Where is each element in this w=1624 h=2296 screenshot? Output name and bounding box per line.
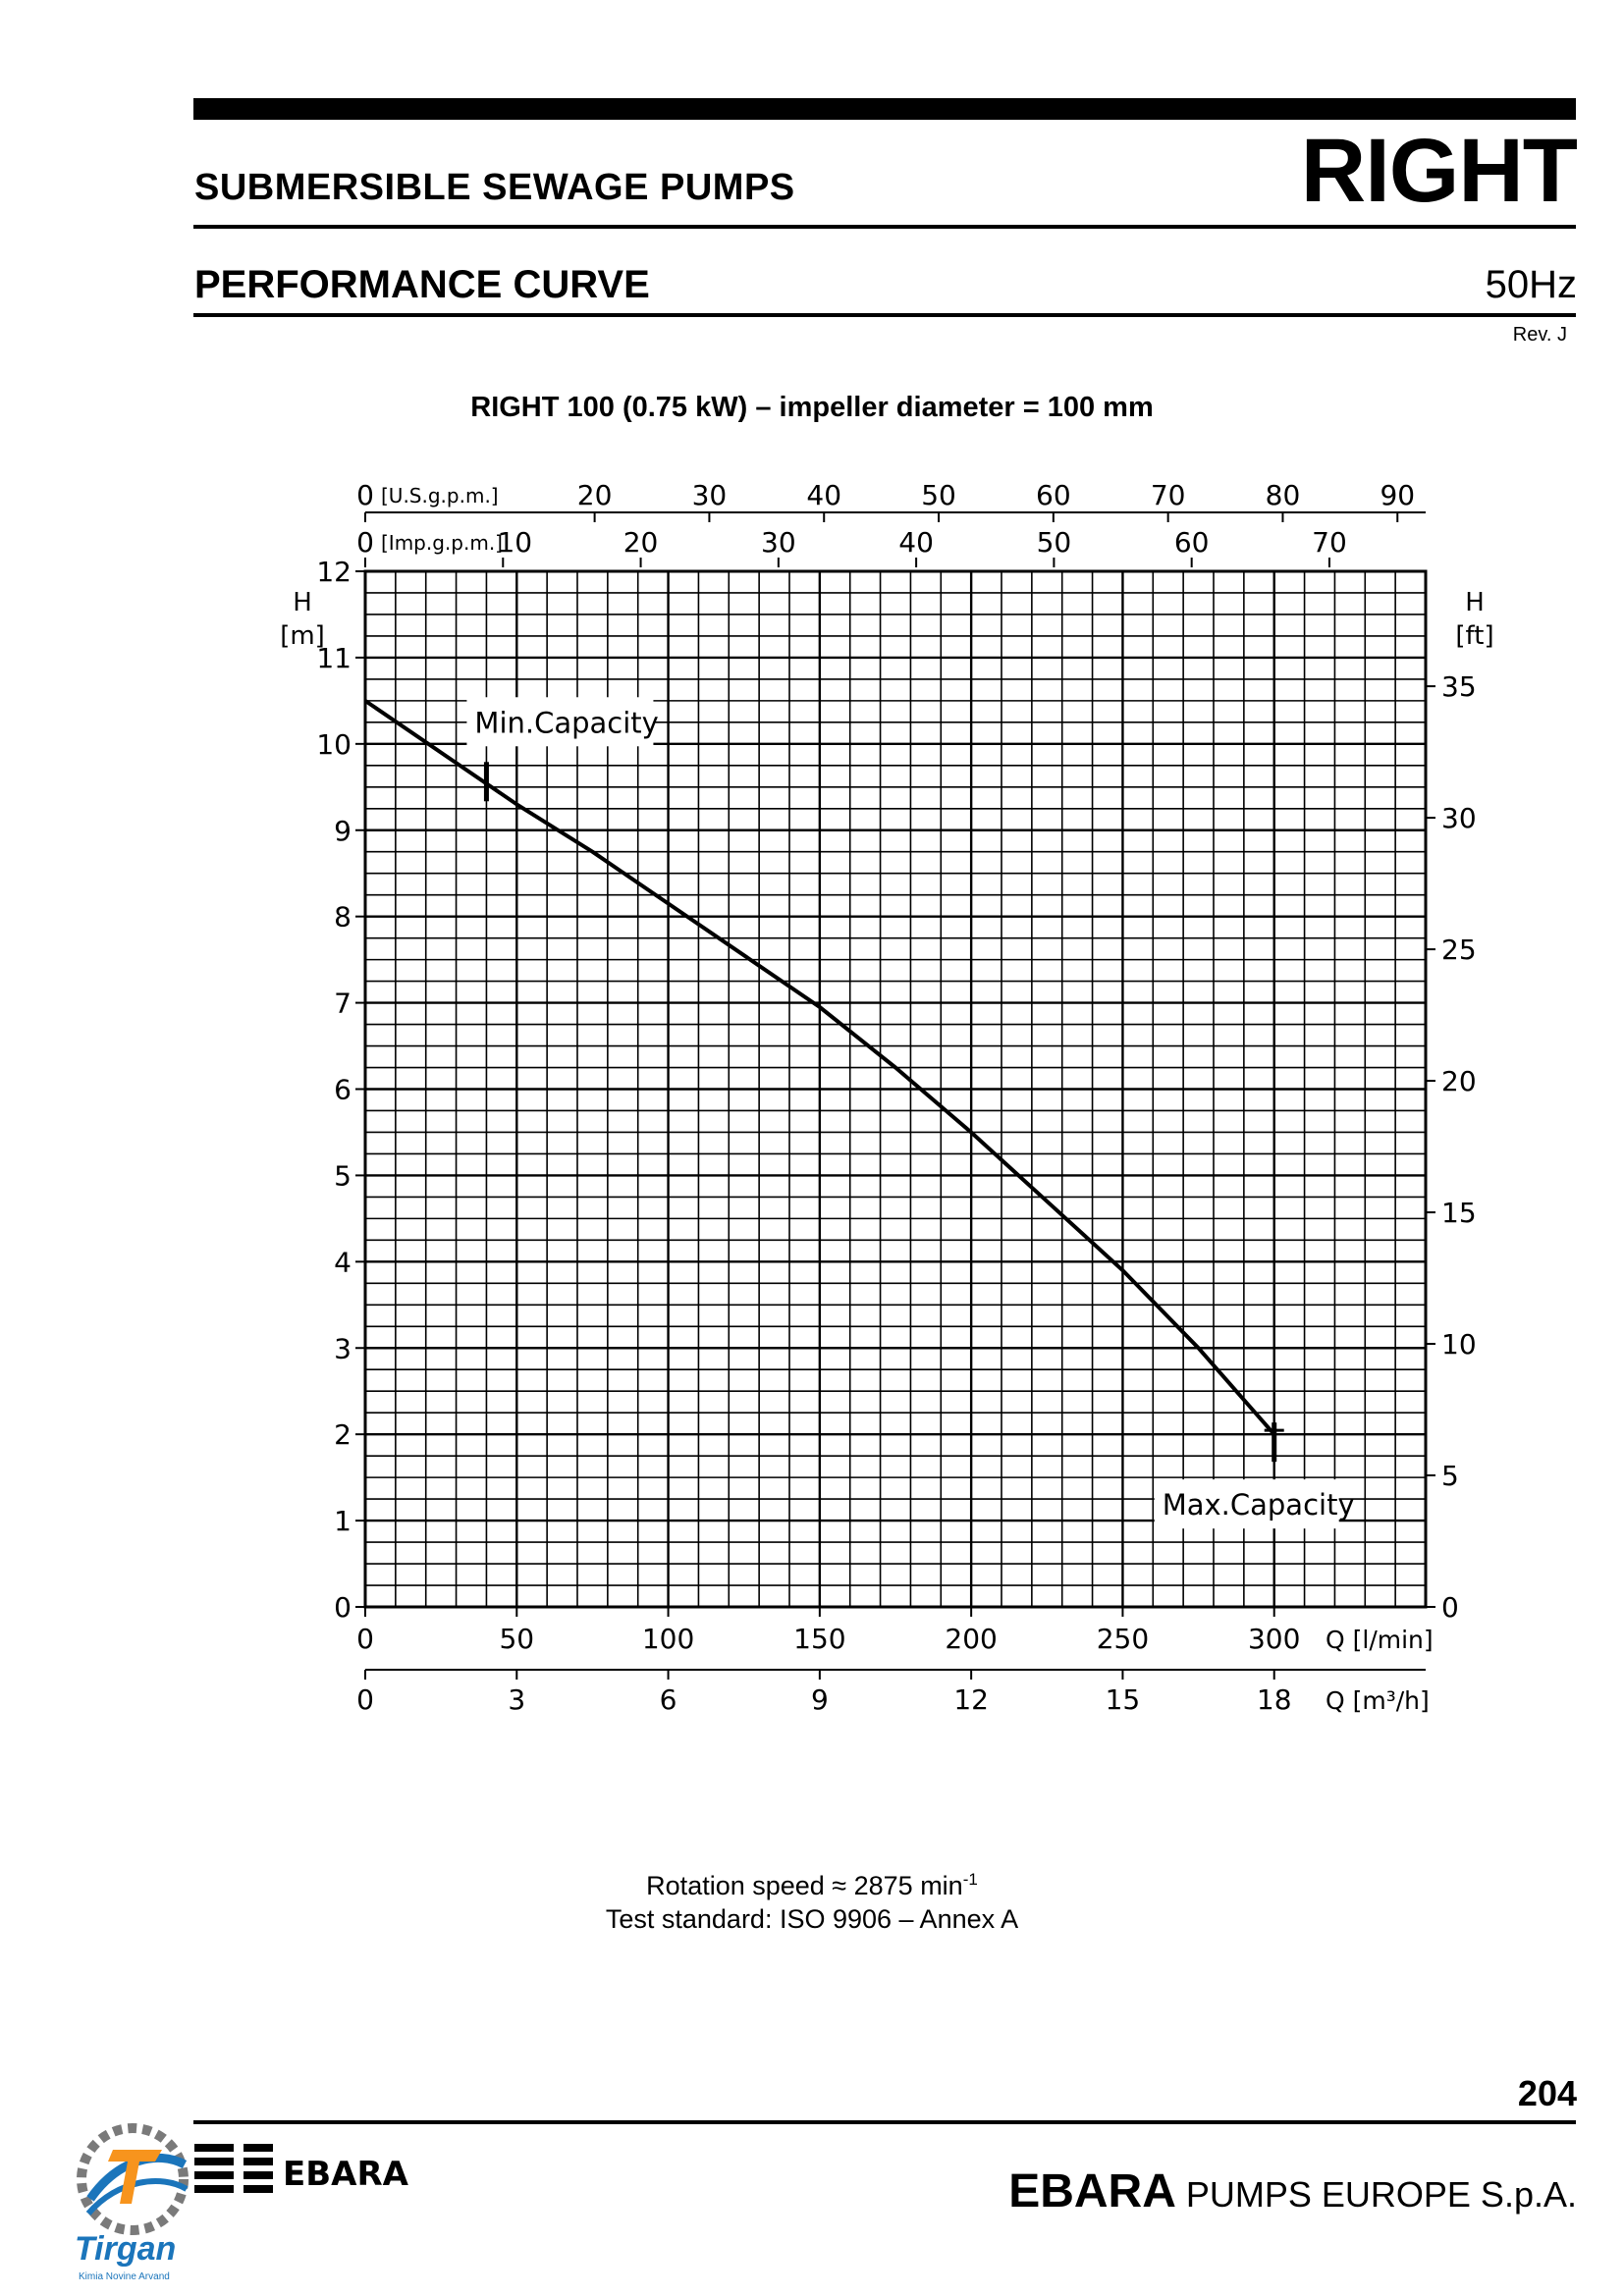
x-tick-label-m3h: 6 bbox=[659, 1683, 677, 1716]
ebara-logo-text: EBARA bbox=[283, 2155, 408, 2194]
y-tick-label-m: 5 bbox=[334, 1159, 352, 1193]
y-tick-label-m: 3 bbox=[334, 1332, 352, 1365]
revision-label: Rev. J bbox=[1512, 324, 1567, 346]
chart-axes bbox=[280, 479, 1493, 1716]
y-axis-unit-left: [m] bbox=[280, 621, 325, 651]
company-name: EBARA PUMPS EUROPE S.p.A. bbox=[1008, 2165, 1577, 2217]
x-tick-label-m3h: 0 bbox=[356, 1683, 374, 1716]
y-tick-label-ft: 35 bbox=[1441, 670, 1477, 704]
y-tick-label-ft: 30 bbox=[1441, 802, 1477, 835]
x-tick-label-m3h: 15 bbox=[1105, 1683, 1141, 1716]
y-tick-label-m: 4 bbox=[334, 1246, 352, 1279]
y-axis-label-right: H bbox=[1465, 588, 1485, 617]
top-tick-label-usgpm: 20 bbox=[576, 479, 613, 511]
x-tick-label-lmin: 250 bbox=[1096, 1623, 1150, 1655]
top-tick-label-usgpm: 60 bbox=[1036, 479, 1071, 511]
x-tick-label-lmin: 100 bbox=[641, 1623, 695, 1655]
top-tick-label-impgpm: 60 bbox=[1173, 526, 1210, 559]
y-tick-label-m: 6 bbox=[334, 1073, 352, 1106]
y-tick-label-ft: 5 bbox=[1441, 1460, 1459, 1493]
y-axis-label-left: H bbox=[293, 588, 312, 617]
y-tick-label-m: 10 bbox=[316, 727, 352, 761]
series-title: SUBMERSIBLE SEWAGE PUMPS bbox=[194, 167, 795, 208]
top-tick-label-usgpm: 40 bbox=[806, 479, 842, 511]
footer-rule bbox=[193, 2120, 1576, 2124]
x-tick-label-m3h: 9 bbox=[810, 1683, 829, 1716]
top-tick-label-usgpm: 50 bbox=[921, 479, 956, 511]
y-tick-label-m: 12 bbox=[316, 556, 352, 588]
y-tick-label-m: 8 bbox=[334, 900, 352, 934]
rotation-speed: Rotation speed ≈ 2875 $\min^{-1}$ bbox=[646, 1870, 978, 1900]
x-axis-label-m3h: Q [m³/h] bbox=[1326, 1686, 1430, 1715]
frequency-label: 50Hz bbox=[1485, 263, 1577, 306]
x-tick-label-m3h: 12 bbox=[953, 1683, 989, 1716]
top-tick-label-usgpm: 70 bbox=[1150, 479, 1186, 511]
test-standard: Test standard: ISO 9906 – Annex A bbox=[605, 1904, 1019, 1934]
top-tick-label-impgpm: 10 bbox=[497, 526, 533, 559]
y-tick-label-m: 1 bbox=[334, 1505, 352, 1538]
x-tick-label-lmin: 300 bbox=[1247, 1623, 1301, 1655]
ebara-logo bbox=[194, 2138, 420, 2197]
y-tick-label-ft: 10 bbox=[1441, 1328, 1477, 1362]
chart-title: RIGHT 100 (0.75 kW) – impeller diameter = 100 mm bbox=[470, 392, 1154, 423]
x-tick-label-lmin: 0 bbox=[356, 1623, 374, 1655]
top-axis-label-usgpm: [U.S.g.p.m.] bbox=[381, 484, 499, 507]
tirgan-logo-text: Tirgan bbox=[75, 2230, 177, 2268]
x-axis-label-lmin: Q [l/min] bbox=[1326, 1626, 1434, 1654]
top-tick-label-usgpm: 30 bbox=[691, 479, 728, 511]
y-tick-label-ft: 20 bbox=[1441, 1065, 1477, 1098]
x-tick-label-lmin: 200 bbox=[945, 1623, 998, 1655]
model-name: RIGHT bbox=[1300, 121, 1577, 221]
x-tick-label-m3h: 18 bbox=[1256, 1683, 1292, 1716]
top-tick-label-impgpm: 40 bbox=[898, 526, 934, 559]
page-number: 204 bbox=[1517, 2073, 1577, 2113]
y-tick-label-m: 9 bbox=[334, 814, 352, 847]
top-tick-label-usgpm: 90 bbox=[1380, 479, 1416, 511]
top-tick-label-impgpm: 70 bbox=[1312, 526, 1347, 559]
y-tick-label-m: 2 bbox=[334, 1418, 352, 1452]
top-tick-label-impgpm: 50 bbox=[1036, 526, 1072, 559]
top-tick-label-impgpm: 20 bbox=[623, 526, 659, 559]
tirgan-tagline: Kimia Novine Arvand bbox=[79, 2271, 170, 2282]
y-tick-label-ft: 25 bbox=[1441, 934, 1477, 967]
top-tick-label-usgpm: 80 bbox=[1265, 479, 1301, 511]
x-tick-label-m3h: 3 bbox=[508, 1683, 526, 1716]
tirgan-logo bbox=[69, 2110, 196, 2287]
top-tick-label-impgpm: 30 bbox=[761, 526, 796, 559]
section-title: PERFORMANCE CURVE bbox=[194, 263, 650, 306]
y-tick-label-ft: 0 bbox=[1441, 1591, 1459, 1624]
y-tick-label-m: 7 bbox=[334, 987, 352, 1020]
x-tick-label-lmin: 50 bbox=[499, 1623, 535, 1655]
max-capacity-label: Max.Capacity bbox=[1162, 1488, 1355, 1522]
top-axis-label-impgpm: [Imp.g.p.m.] bbox=[381, 531, 503, 555]
min-capacity-label: Min.Capacity bbox=[474, 706, 659, 740]
y-tick-label-m: 0 bbox=[334, 1591, 352, 1624]
y-axis-unit-right: [ft] bbox=[1455, 621, 1494, 651]
x-tick-label-lmin: 150 bbox=[793, 1623, 846, 1655]
top-tick-label-impgpm: 0 bbox=[356, 526, 374, 559]
y-tick-label-ft: 15 bbox=[1441, 1197, 1477, 1230]
chart-notes bbox=[0, 1863, 1624, 1936]
y-tick-label-m: 11 bbox=[316, 641, 352, 674]
top-tick-label-usgpm: 0 bbox=[356, 479, 374, 511]
